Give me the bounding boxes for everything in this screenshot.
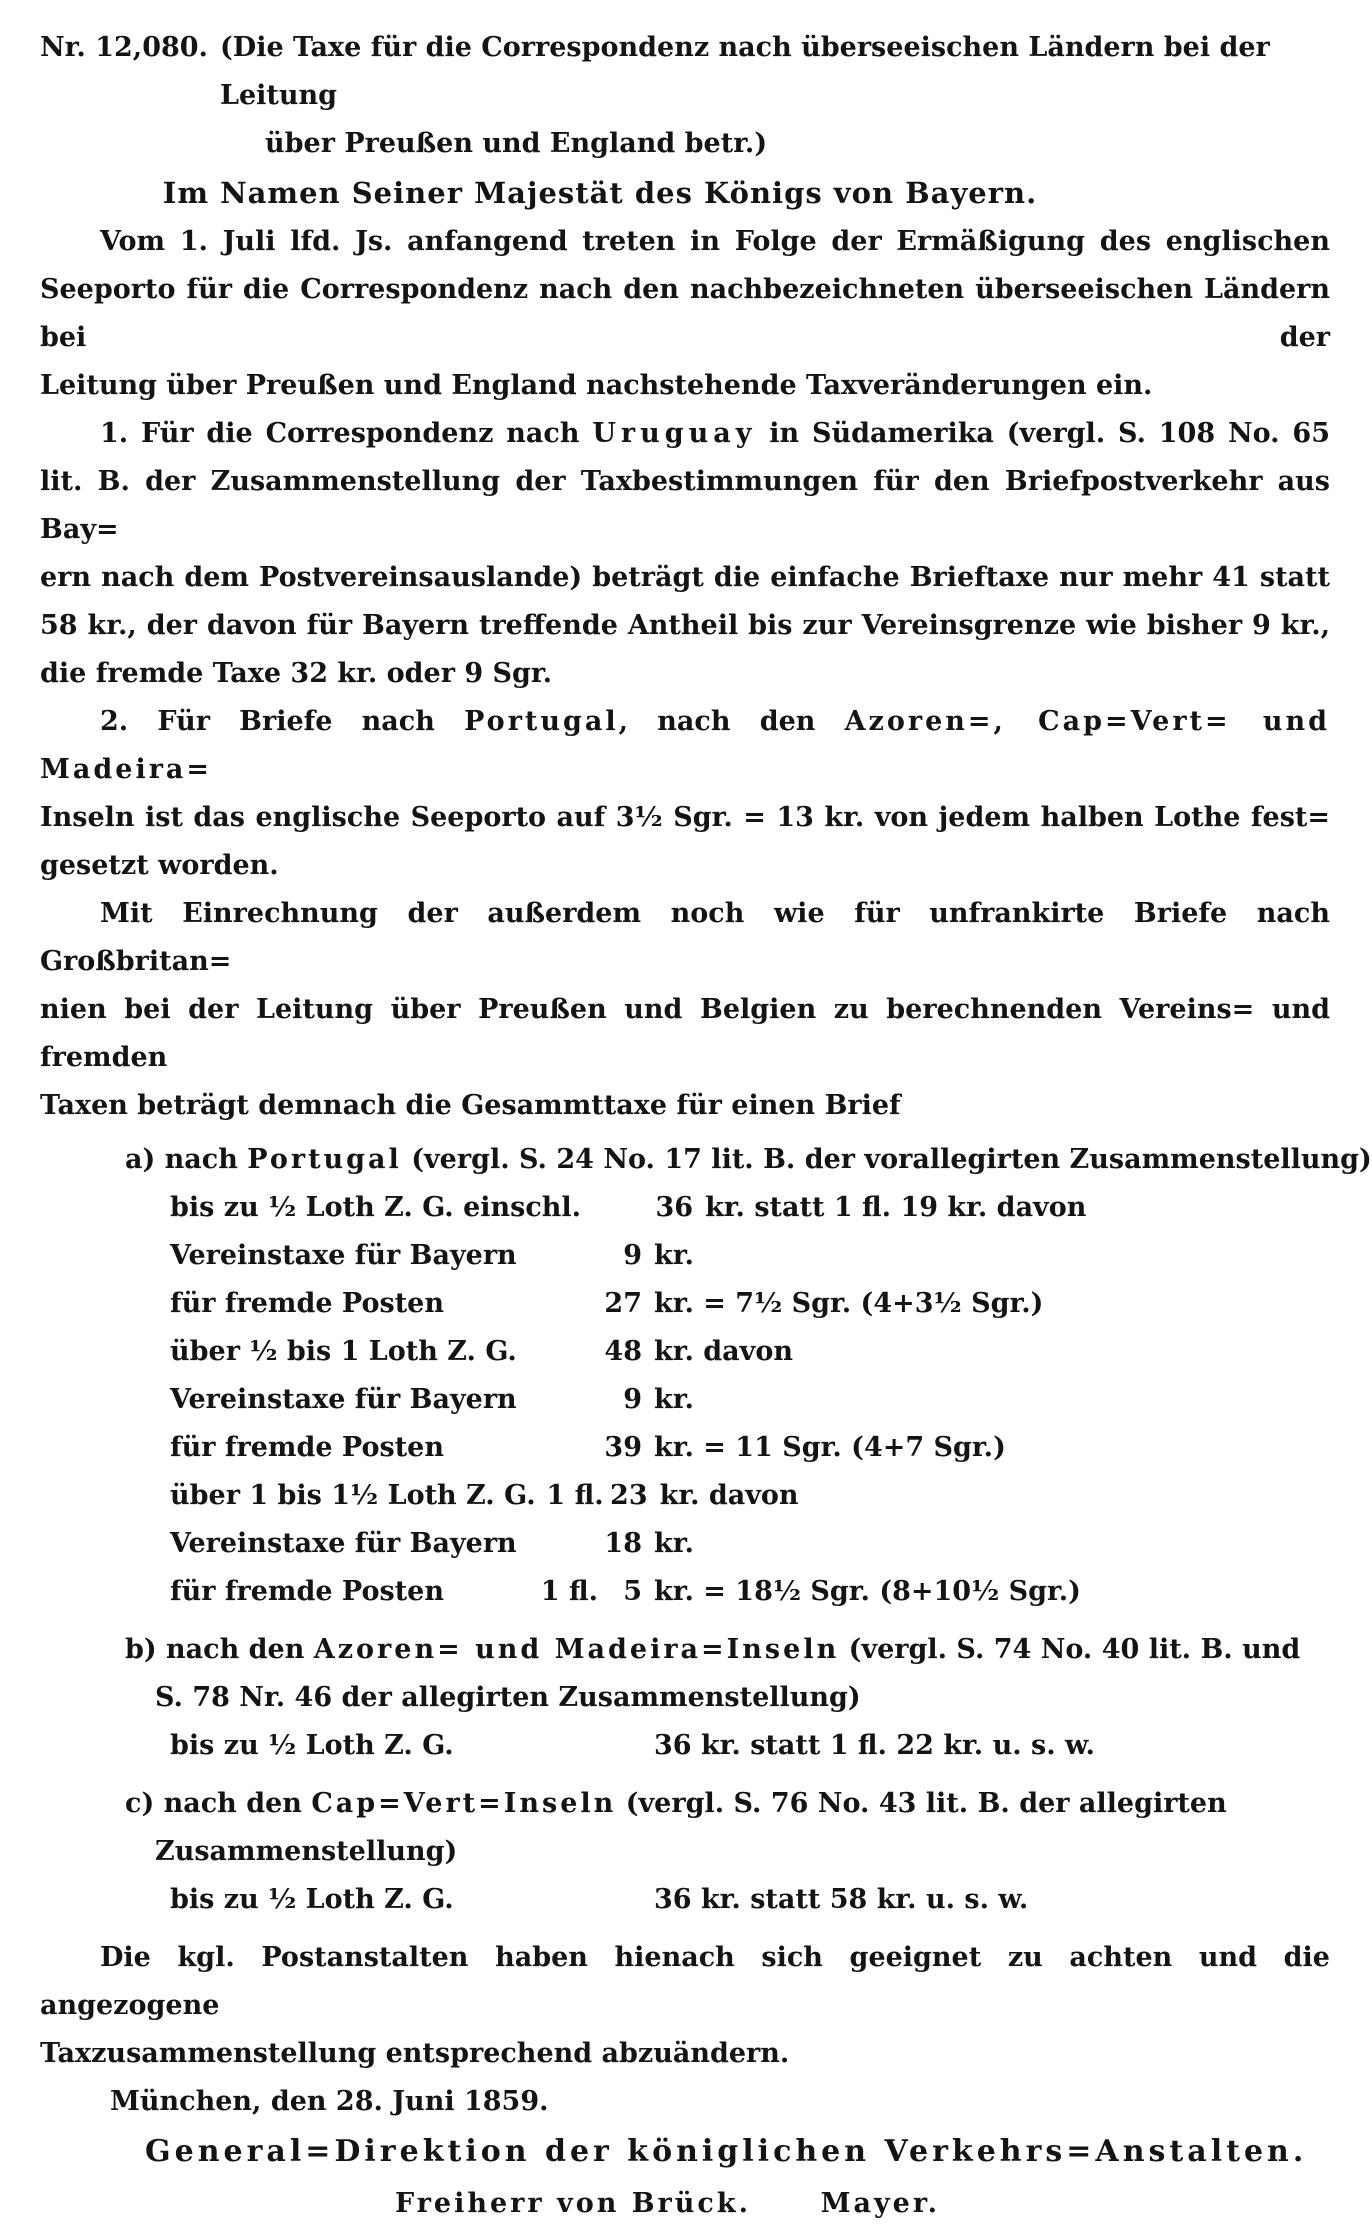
subject-line-2: über Preußen und England betr.) <box>265 128 768 159</box>
section-b-text: b) nach den <box>125 1634 314 1665</box>
tariff-row-florin <box>530 1232 598 1280</box>
tariff-row-florin <box>530 1520 598 1568</box>
tariff-row-detail: kr. <box>654 1384 694 1415</box>
doc-number: Nr. 12,080. <box>40 32 208 63</box>
section-a-spaced-portugal: Portugal <box>247 1144 402 1175</box>
tariff-row-amount: 9 <box>623 1384 642 1415</box>
tariff-row-florin <box>530 1376 598 1424</box>
tariff-row-label: Vereinstaxe für Bayern <box>170 1240 517 1271</box>
issuing-authority: General=Direktion der königlichen Verkehrs=Anstalten. <box>145 2134 1308 2169</box>
tariff-row <box>40 1520 1330 1568</box>
tariff-row-amount: 5 <box>623 1576 642 1607</box>
tariff-row <box>40 1232 1330 1280</box>
item2-line: gesetzt worden. <box>40 850 279 881</box>
paragraph-item-1 <box>40 410 1330 698</box>
tariff-row-amount: 39 <box>604 1432 642 1463</box>
tariff-row-label: über ½ bis 1 Loth Z. G. <box>170 1336 517 1367</box>
tariff-row-florin: 1 fl. <box>546 1480 604 1511</box>
item1-line: die fremde Taxe 32 kr. oder 9 Sgr. <box>40 658 553 689</box>
tariff-row-label: für fremde Posten <box>170 1288 444 1319</box>
document-header <box>40 24 1330 168</box>
section-c-text: (vergl. S. 76 No. 43 lit. B. der allegirten <box>616 1788 1227 1819</box>
section-c <box>40 1780 1330 1924</box>
tariff-row <box>40 1376 1330 1424</box>
tariff-row-detail: kr. = 7½ Sgr. (4+3½ Sgr.) <box>654 1288 1044 1319</box>
tariff-row-label: Vereinstaxe für Bayern <box>170 1384 517 1415</box>
tariff-row-label: bis zu ½ Loth Z. G. <box>170 1730 454 1761</box>
signature-left: Freiherr von Brück. <box>395 2188 751 2219</box>
tariff-row-label: bis zu ½ Loth Z. G. einschl. <box>170 1192 582 1223</box>
tariff-row-detail: kr. davon <box>659 1480 799 1511</box>
section-a-heading <box>40 1136 1372 1184</box>
middle-line: Taxen beträgt demnach die Gesammttaxe für einen Brief <box>40 1090 901 1121</box>
item1-spaced-uruguay: Uruguay <box>592 418 757 449</box>
proclamation-heading: Im Namen Seiner Majestät des Königs von Bayern. <box>162 176 1038 210</box>
section-b-text: (vergl. S. 74 No. 40 lit. B. und <box>839 1634 1301 1665</box>
tariff-row-label: für fremde Posten <box>170 1432 444 1463</box>
section-c-spaced-islands: Cap=Vert=Inseln <box>311 1788 617 1819</box>
tariff-row-florin <box>530 1280 598 1328</box>
tariff-row-label: über 1 bis 1½ Loth Z. G. <box>170 1480 536 1511</box>
item2-text: 2. Für Briefe nach <box>100 706 465 737</box>
tariff-row <box>40 1424 1330 1472</box>
intro-line: Vom 1. Juli lfd. Js. anfangend treten in Folge der Ermäßigung des englischen <box>100 226 1330 257</box>
tariff-row-label: bis zu ½ Loth Z. G. <box>170 1884 454 1915</box>
tariff-row-detail: kr. = 18½ Sgr. (8+10½ Sgr.) <box>654 1576 1081 1607</box>
tariff-row-amount: 36 <box>655 1192 694 1223</box>
tariff-row-detail: kr. = 11 Sgr. (4+7 Sgr.) <box>654 1432 1006 1463</box>
signature-row <box>40 2178 1330 2230</box>
paragraph-intro <box>40 218 1330 410</box>
section-c-text: c) nach den <box>125 1788 312 1819</box>
tariff-row-amount: 23 <box>610 1480 648 1511</box>
paragraph-closing <box>40 1934 1330 2078</box>
tariff-row-label: Vereinstaxe für Bayern <box>170 1528 517 1559</box>
tariff-row-detail: 36 kr. statt 58 kr. u. s. w. <box>654 1884 1029 1915</box>
dateline: München, den 28. Juni 1859. <box>110 2086 549 2117</box>
item1-text: 1. Für die Correspondenz nach <box>100 418 593 449</box>
paragraph-item-2 <box>40 698 1330 890</box>
tariff-row-detail: kr. <box>654 1528 694 1559</box>
tariff-row <box>40 1876 1330 1924</box>
item2-text: , nach den <box>618 706 845 737</box>
tariff-row <box>40 1472 1330 1520</box>
tariff-row-detail: kr. <box>654 1240 694 1271</box>
closing-line: Die kgl. Postanstalten haben hienach sich geeignet zu achten und die angezogene <box>40 1942 1330 2021</box>
item1-text: in Südamerika (vergl. S. 108 No. 65 <box>756 418 1330 449</box>
tariff-row <box>40 1328 1330 1376</box>
tariff-row-amount: 9 <box>623 1240 642 1271</box>
tariff-row-detail: 36 kr. statt 1 fl. 22 kr. u. s. w. <box>654 1730 1095 1761</box>
tariff-row <box>40 1722 1330 1770</box>
section-b-spaced-islands: Azoren= und Madeira=Inseln <box>313 1634 840 1665</box>
section-b <box>40 1626 1330 1770</box>
tariff-row <box>40 1568 1330 1616</box>
tariff-row <box>40 1184 1330 1232</box>
item2-spaced-islands: Azoren=, Cap=Vert= und Madeira= <box>40 706 1330 785</box>
item2-spaced-portugal: Portugal <box>464 706 619 737</box>
item1-line: 58 kr., der davon für Bayern treffende Antheil bis zur Vereinsgrenze wie bisher 9 kr., <box>40 610 1330 641</box>
tariff-row-detail: kr. statt 1 fl. 19 kr. davon <box>705 1192 1087 1223</box>
tariff-row-amount: 27 <box>604 1288 642 1319</box>
section-b-heading-2: S. 78 Nr. 46 der allegirten Zusammenstellung) <box>155 1682 861 1713</box>
subject-line-1: (Die Taxe für die Correspondenz nach überseeischen Ländern bei der Leitung <box>220 32 1270 111</box>
tariff-row-florin: 1 fl. <box>540 1576 598 1607</box>
middle-line: Mit Einrechnung der außerdem noch wie für unfrankirte Briefe nach Großbritan= <box>40 898 1330 977</box>
tariff-row-label: für fremde Posten <box>170 1576 444 1607</box>
signature-right: Mayer. <box>820 2188 940 2219</box>
section-b-heading <box>40 1626 1330 1674</box>
item1-line: lit. B. der Zusammenstellung der Taxbestimmungen für den Briefpostverkehr aus Bay= <box>40 466 1330 545</box>
tariff-row-florin <box>581 1184 649 1232</box>
section-c-heading-2: Zusammenstellung) <box>155 1836 458 1867</box>
tariff-row-florin <box>530 1328 598 1376</box>
section-a-text: a) nach <box>125 1144 248 1175</box>
section-a-text: (vergl. S. 24 No. 17 lit. B. der vorallegirten Zusammenstellung) <box>401 1144 1372 1175</box>
item1-line: ern nach dem Postvereinsauslande) beträgt die einfache Brieftaxe nur mehr 41 statt <box>40 562 1330 593</box>
subject-block <box>220 24 1330 168</box>
paragraph-middle <box>40 890 1330 1130</box>
item2-line <box>40 698 1330 794</box>
intro-line: Seeporto für die Correspondenz nach den nachbezeichneten überseeischen Ländern bei der <box>40 274 1330 353</box>
tariff-row-amount: 18 <box>604 1528 642 1559</box>
closing-line: Taxzusammenstellung entsprechend abzuändern. <box>40 2038 790 2069</box>
tariff-row-amount: 48 <box>604 1336 642 1367</box>
item1-line <box>40 410 1330 458</box>
section-c-heading <box>40 1780 1330 1828</box>
tariff-row <box>40 1280 1330 1328</box>
tariff-row-detail: kr. davon <box>654 1336 793 1367</box>
item2-line: Inseln ist das englische Seeporto auf 3½ Sgr. = 13 kr. von jedem halben Lothe fest= <box>40 802 1330 833</box>
tariff-row-florin <box>530 1424 598 1472</box>
intro-line: Leitung über Preußen und England nachstehende Taxveränderungen ein. <box>40 370 1153 401</box>
section-a <box>40 1136 1372 1616</box>
middle-line: nien bei der Leitung über Preußen und Belgien zu berechnenden Vereins= und fremden <box>40 994 1330 1073</box>
